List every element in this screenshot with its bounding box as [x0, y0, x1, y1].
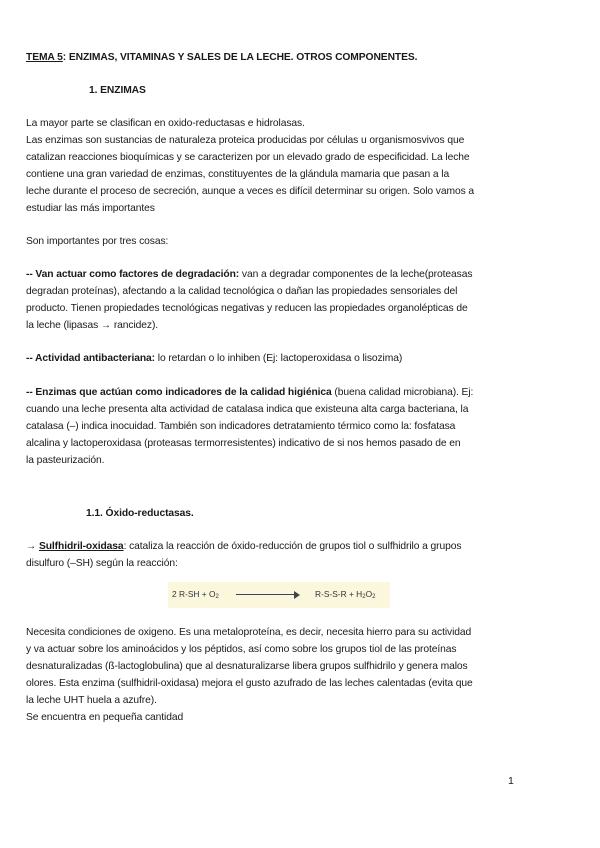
intro-line: catalizan reacciones bioquímicas y se caracterizen por un elevado grado de especificidad. La leche: [26, 152, 470, 163]
reaction-reactants: 2 $R-SH + O_2$: [172, 589, 219, 600]
importance-intro: Son importantes por tres cosas:: [26, 236, 169, 247]
intro-line: estudiar las más importantes: [26, 203, 155, 214]
point-hygiene-line: catalasa (–) indica inocuidad. También son indicadores detratamiento térmico como la: fosfatasa: [26, 421, 456, 432]
arrow-right-icon: →: [26, 541, 39, 552]
point-degradation-line: la leche (lipasas → rancidez).: [26, 320, 159, 331]
conditions-line: Se encuentra en pequeña cantidad: [26, 712, 184, 723]
sulfhidril-oxidasa-line: → Sulfhidril-oxidasa: cataliza la reacción de óxido-reducción de grupos tiol o sulfhidrilo a grupos: [26, 541, 462, 552]
intro-line: contiene una gran variedad de enzimas, constituyentes de la glándula mamaria que pasan a la: [26, 169, 450, 180]
point-hygiene-line: cuando una leche presenta alta actividad de catalasa indica que existeuna alta carga bacteriana, la: [26, 404, 469, 415]
reaction-arrowhead-icon: [294, 591, 300, 599]
conditions-line: olores. Esta enzima (sulfhidril-oxidasa) mejora el gusto azufrado de las leches calentadas (evita que: [26, 678, 473, 689]
point-degradation-line: degradan proteínas), afectando a la calidad tecnológica o dañan las propiedades sensoriales del: [26, 286, 458, 297]
page-number: 1: [508, 775, 514, 787]
sulfhidril-oxidasa-term: Sulfhidril-oxidasa: [38, 541, 124, 552]
document-title: TEMA 5: ENZIMAS, VITAMINAS Y SALES DE LA LECHE. OTROS COMPONENTES.: [26, 52, 418, 63]
conditions-line: Necesita condiciones de oxigeno. Es una metaloproteína, es decir, necesita hierro para su actividad: [26, 627, 472, 638]
intro-line: leche durante el proceso de secreción, aunque a veces es difícil determinar su origen. Solo vamos a: [26, 186, 475, 197]
point-hygiene: -- Enzimas que actúan como indicadores de la calidad higiénica (buena calidad microbiana). Ej:: [26, 387, 474, 398]
point-antibacterial: -- Actividad antibacteriana: lo retardan o lo inhiben (Ej: lactoperoxidasa o lisozima): [26, 353, 403, 364]
intro-line: La mayor parte se clasifican en oxido-reductasas e hidrolasas.: [26, 118, 305, 129]
point-hygiene-line: alcalina y lactoperoxidasa (proteasas termorresistentes) indicativo de si nos hemos pasado de en: [26, 438, 461, 449]
point-hygiene-line: la pasteurización.: [26, 455, 105, 466]
conditions-line: desnaturalizadas (ß-lactoglobulina) que al desnaturalizarse libera grupos sulfhidrilo y genera malos: [26, 661, 468, 672]
section-heading-oxido-reductasas: 1.1. Óxido-reductasas.: [86, 508, 194, 519]
conditions-line: la leche UHT huela a azufre).: [26, 695, 157, 706]
point-degradation-line: producto. Tienen propiedades tecnológicas negativas y reducen las propiedades organolépticas de: [26, 303, 468, 314]
intro-line: Las enzimas son sustancias de naturaleza proteica producidas por células u organismosvivos que: [26, 135, 465, 146]
sulfhidril-oxidasa-line: disulfuro (–SH) según la reacción:: [26, 558, 178, 569]
point-degradation: -- Van actuar como factores de degradación: van a degradar componentes de la leche(proteasas: [26, 269, 473, 280]
reaction-products: $R-S-S-R + H_2O_2$: [315, 589, 376, 600]
section-heading-enzimas: 1. ENZIMAS: [89, 85, 146, 96]
reaction-arrow-icon: [236, 594, 298, 595]
reaction-equation: [168, 582, 390, 608]
conditions-line: y va actuar sobre los aminoácidos y los péptidos, así como sobre los grupos tiol de las proteínas: [26, 644, 457, 655]
